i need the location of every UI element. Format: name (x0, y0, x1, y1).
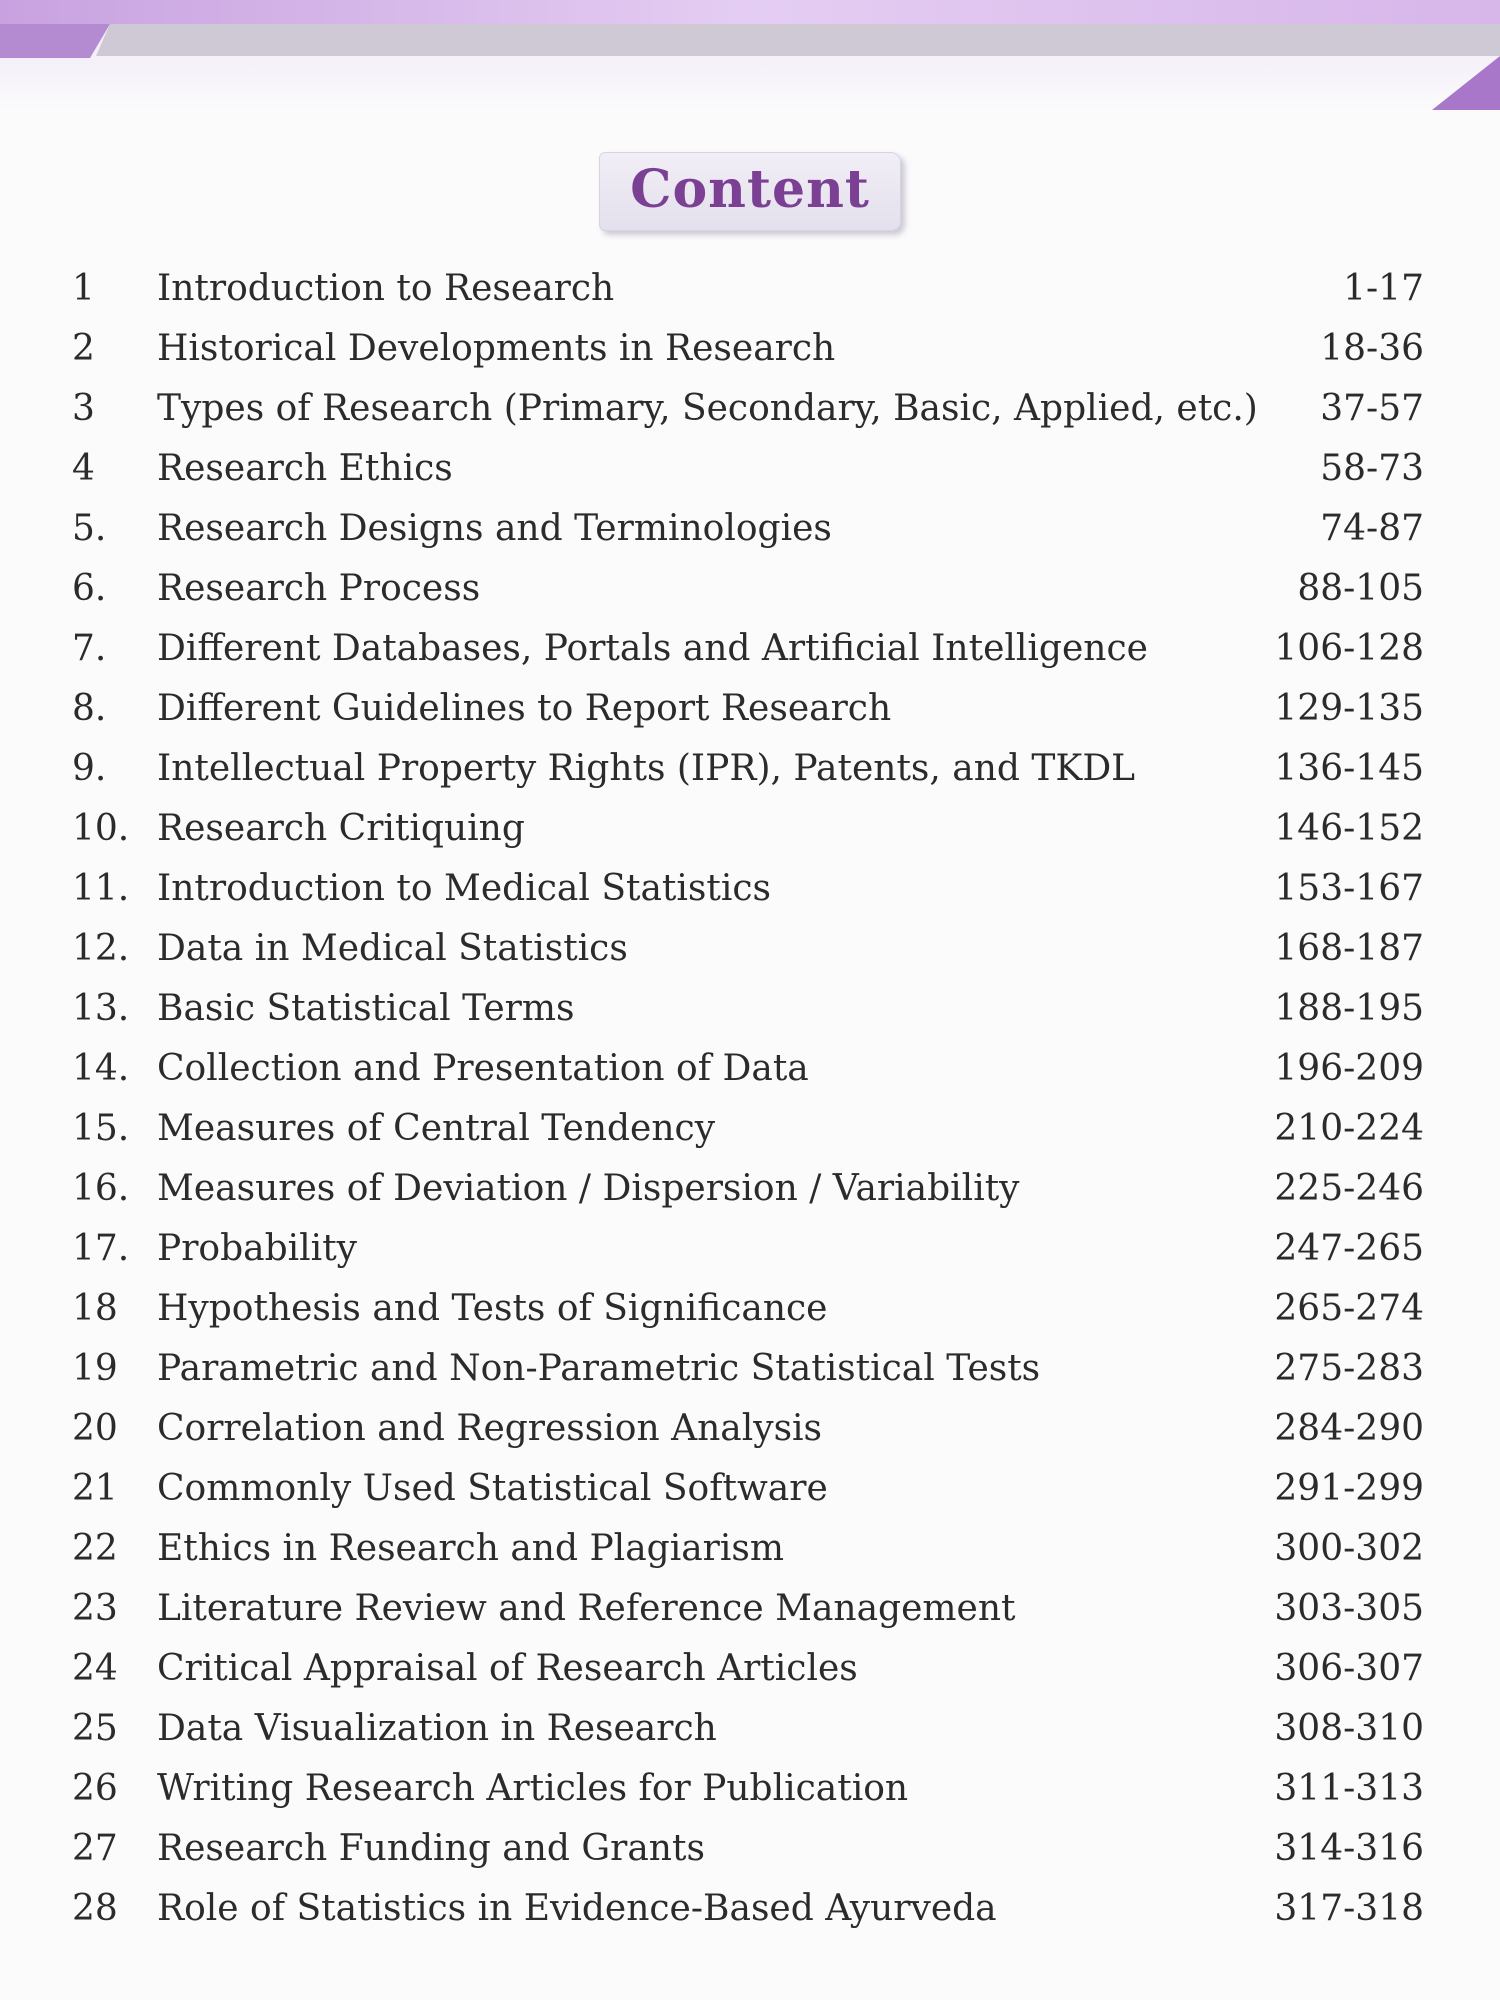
chapter-title: Research Ethics (157, 448, 453, 489)
page-range: 188-195 (1274, 988, 1424, 1029)
chapter-number: 14. (72, 1048, 130, 1089)
toc-entry (0, 1759, 1500, 1819)
table-of-contents (0, 259, 1500, 1939)
chapter-number: 2 (72, 328, 95, 369)
toc-entry (0, 1279, 1500, 1339)
chapter-title: Research Designs and Terminologies (157, 508, 832, 549)
chapter-number: 10. (72, 808, 130, 849)
toc-entry (0, 619, 1500, 679)
page-range: 146-152 (1274, 808, 1424, 849)
chapter-number: 23 (72, 1588, 118, 1629)
chapter-title: Probability (157, 1228, 358, 1269)
chapter-title: Types of Research (Primary, Secondary, Basic, Applied, etc.) (157, 388, 1258, 429)
chapter-title: Intellectual Property Rights (IPR), Patents, and TKDL (157, 748, 1136, 789)
chapter-title: Research Process (157, 568, 481, 609)
page-range: 311-313 (1274, 1768, 1424, 1809)
toc-entry (0, 1879, 1500, 1939)
page-range: 88-105 (1297, 568, 1424, 609)
chapter-number: 16. (72, 1168, 130, 1209)
page-range: 284-290 (1274, 1408, 1424, 1449)
chapter-title: Correlation and Regression Analysis (157, 1408, 823, 1449)
toc-entry (0, 1639, 1500, 1699)
toc-entry (0, 1099, 1500, 1159)
chapter-title: Historical Developments in Research (157, 328, 836, 369)
toc-entry (0, 499, 1500, 559)
heading-container (0, 152, 1500, 231)
chapter-title: Hypothesis and Tests of Significance (157, 1288, 828, 1329)
toc-entry (0, 1519, 1500, 1579)
chapter-title: Research Funding and Grants (157, 1828, 705, 1869)
toc-entry (0, 559, 1500, 619)
page-range: 300-302 (1274, 1528, 1424, 1569)
content-heading-tab (599, 152, 901, 231)
toc-entry (0, 799, 1500, 859)
toc-entry (0, 1699, 1500, 1759)
page-range: 74-87 (1320, 508, 1424, 549)
chapter-number: 9. (72, 748, 107, 789)
page-range: 225-246 (1274, 1168, 1424, 1209)
toc-entry (0, 1159, 1500, 1219)
toc-entry (0, 919, 1500, 979)
chapter-number: 18 (72, 1288, 118, 1329)
toc-entry (0, 1399, 1500, 1459)
page-range: 37-57 (1320, 388, 1424, 429)
chapter-title: Writing Research Articles for Publication (157, 1768, 909, 1809)
chapter-number: 5. (72, 508, 107, 549)
chapter-number: 12. (72, 928, 130, 969)
page-range: 58-73 (1320, 448, 1424, 489)
chapter-number: 26 (72, 1768, 118, 1809)
chapter-number: 19 (72, 1348, 118, 1389)
chapter-number: 15. (72, 1108, 130, 1149)
chapter-number: 4 (72, 448, 95, 489)
chapter-title: Ethics in Research and Plagiarism (157, 1528, 785, 1569)
chapter-title: Different Databases, Portals and Artificial Intelligence (157, 628, 1148, 669)
chapter-title: Different Guidelines to Report Research (157, 688, 892, 729)
page-range: 314-316 (1274, 1828, 1424, 1869)
page-range: 106-128 (1274, 628, 1424, 669)
chapter-number: 28 (72, 1888, 118, 1929)
chapter-number: 13. (72, 988, 130, 1029)
chapter-title: Collection and Presentation of Data (157, 1048, 809, 1089)
page-range: 168-187 (1274, 928, 1424, 969)
chapter-number: 1 (72, 268, 95, 309)
chapter-number: 24 (72, 1648, 118, 1689)
chapter-number: 20 (72, 1408, 118, 1449)
chapter-title: Data Visualization in Research (157, 1708, 717, 1749)
toc-entry (0, 319, 1500, 379)
chapter-title: Role of Statistics in Evidence-Based Ayurveda (157, 1888, 997, 1929)
chapter-number: 21 (72, 1468, 118, 1509)
page-range: 308-310 (1274, 1708, 1424, 1749)
chapter-title: Measures of Central Tendency (157, 1108, 716, 1149)
chapter-number: 3 (72, 388, 95, 429)
chapter-title: Introduction to Research (157, 268, 615, 309)
toc-entry (0, 1579, 1500, 1639)
page-range: 153-167 (1274, 868, 1424, 909)
toc-entry (0, 259, 1500, 319)
chapter-title: Research Critiquing (157, 808, 525, 849)
page-title: Content (630, 159, 870, 220)
page-range: 306-307 (1274, 1648, 1424, 1689)
toc-entry (0, 739, 1500, 799)
page-range: 129-135 (1274, 688, 1424, 729)
toc-entry (0, 679, 1500, 739)
chapter-number: 7. (72, 628, 107, 669)
page-range: 291-299 (1274, 1468, 1424, 1509)
chapter-title: Critical Appraisal of Research Articles (157, 1648, 858, 1689)
chapter-number: 22 (72, 1528, 118, 1569)
chapter-title: Measures of Deviation / Dispersion / Variability (157, 1168, 1020, 1209)
chapter-title: Introduction to Medical Statistics (157, 868, 771, 909)
chapter-number: 11. (72, 868, 130, 909)
toc-entry (0, 439, 1500, 499)
toc-entry (0, 1819, 1500, 1879)
page-range: 1-17 (1343, 268, 1424, 309)
header-band-graphic (0, 0, 1500, 112)
chapter-number: 17. (72, 1228, 130, 1269)
toc-entry (0, 1219, 1500, 1279)
chapter-number: 27 (72, 1828, 118, 1869)
page-range: 247-265 (1274, 1228, 1424, 1269)
toc-entry (0, 979, 1500, 1039)
toc-entry (0, 1039, 1500, 1099)
page-range: 136-145 (1274, 748, 1424, 789)
page-range: 18-36 (1320, 328, 1424, 369)
toc-entry (0, 1459, 1500, 1519)
decorative-header-band (0, 0, 1500, 112)
page-range: 275-283 (1274, 1348, 1424, 1389)
toc-entry (0, 1339, 1500, 1399)
chapter-title: Literature Review and Reference Management (157, 1588, 1016, 1629)
page-range: 303-305 (1274, 1588, 1424, 1629)
chapter-number: 25 (72, 1708, 118, 1749)
toc-entry (0, 859, 1500, 919)
chapter-title: Basic Statistical Terms (157, 988, 575, 1029)
chapter-title: Parametric and Non-Parametric Statistical Tests (157, 1348, 1041, 1389)
page-range: 265-274 (1274, 1288, 1424, 1329)
chapter-title: Commonly Used Statistical Software (157, 1468, 828, 1509)
page-range: 317-318 (1274, 1888, 1424, 1929)
toc-entry (0, 379, 1500, 439)
chapter-number: 6. (72, 568, 107, 609)
page-range: 196-209 (1274, 1048, 1424, 1089)
page-range: 210-224 (1274, 1108, 1424, 1149)
chapter-number: 8. (72, 688, 107, 729)
chapter-title: Data in Medical Statistics (157, 928, 628, 969)
